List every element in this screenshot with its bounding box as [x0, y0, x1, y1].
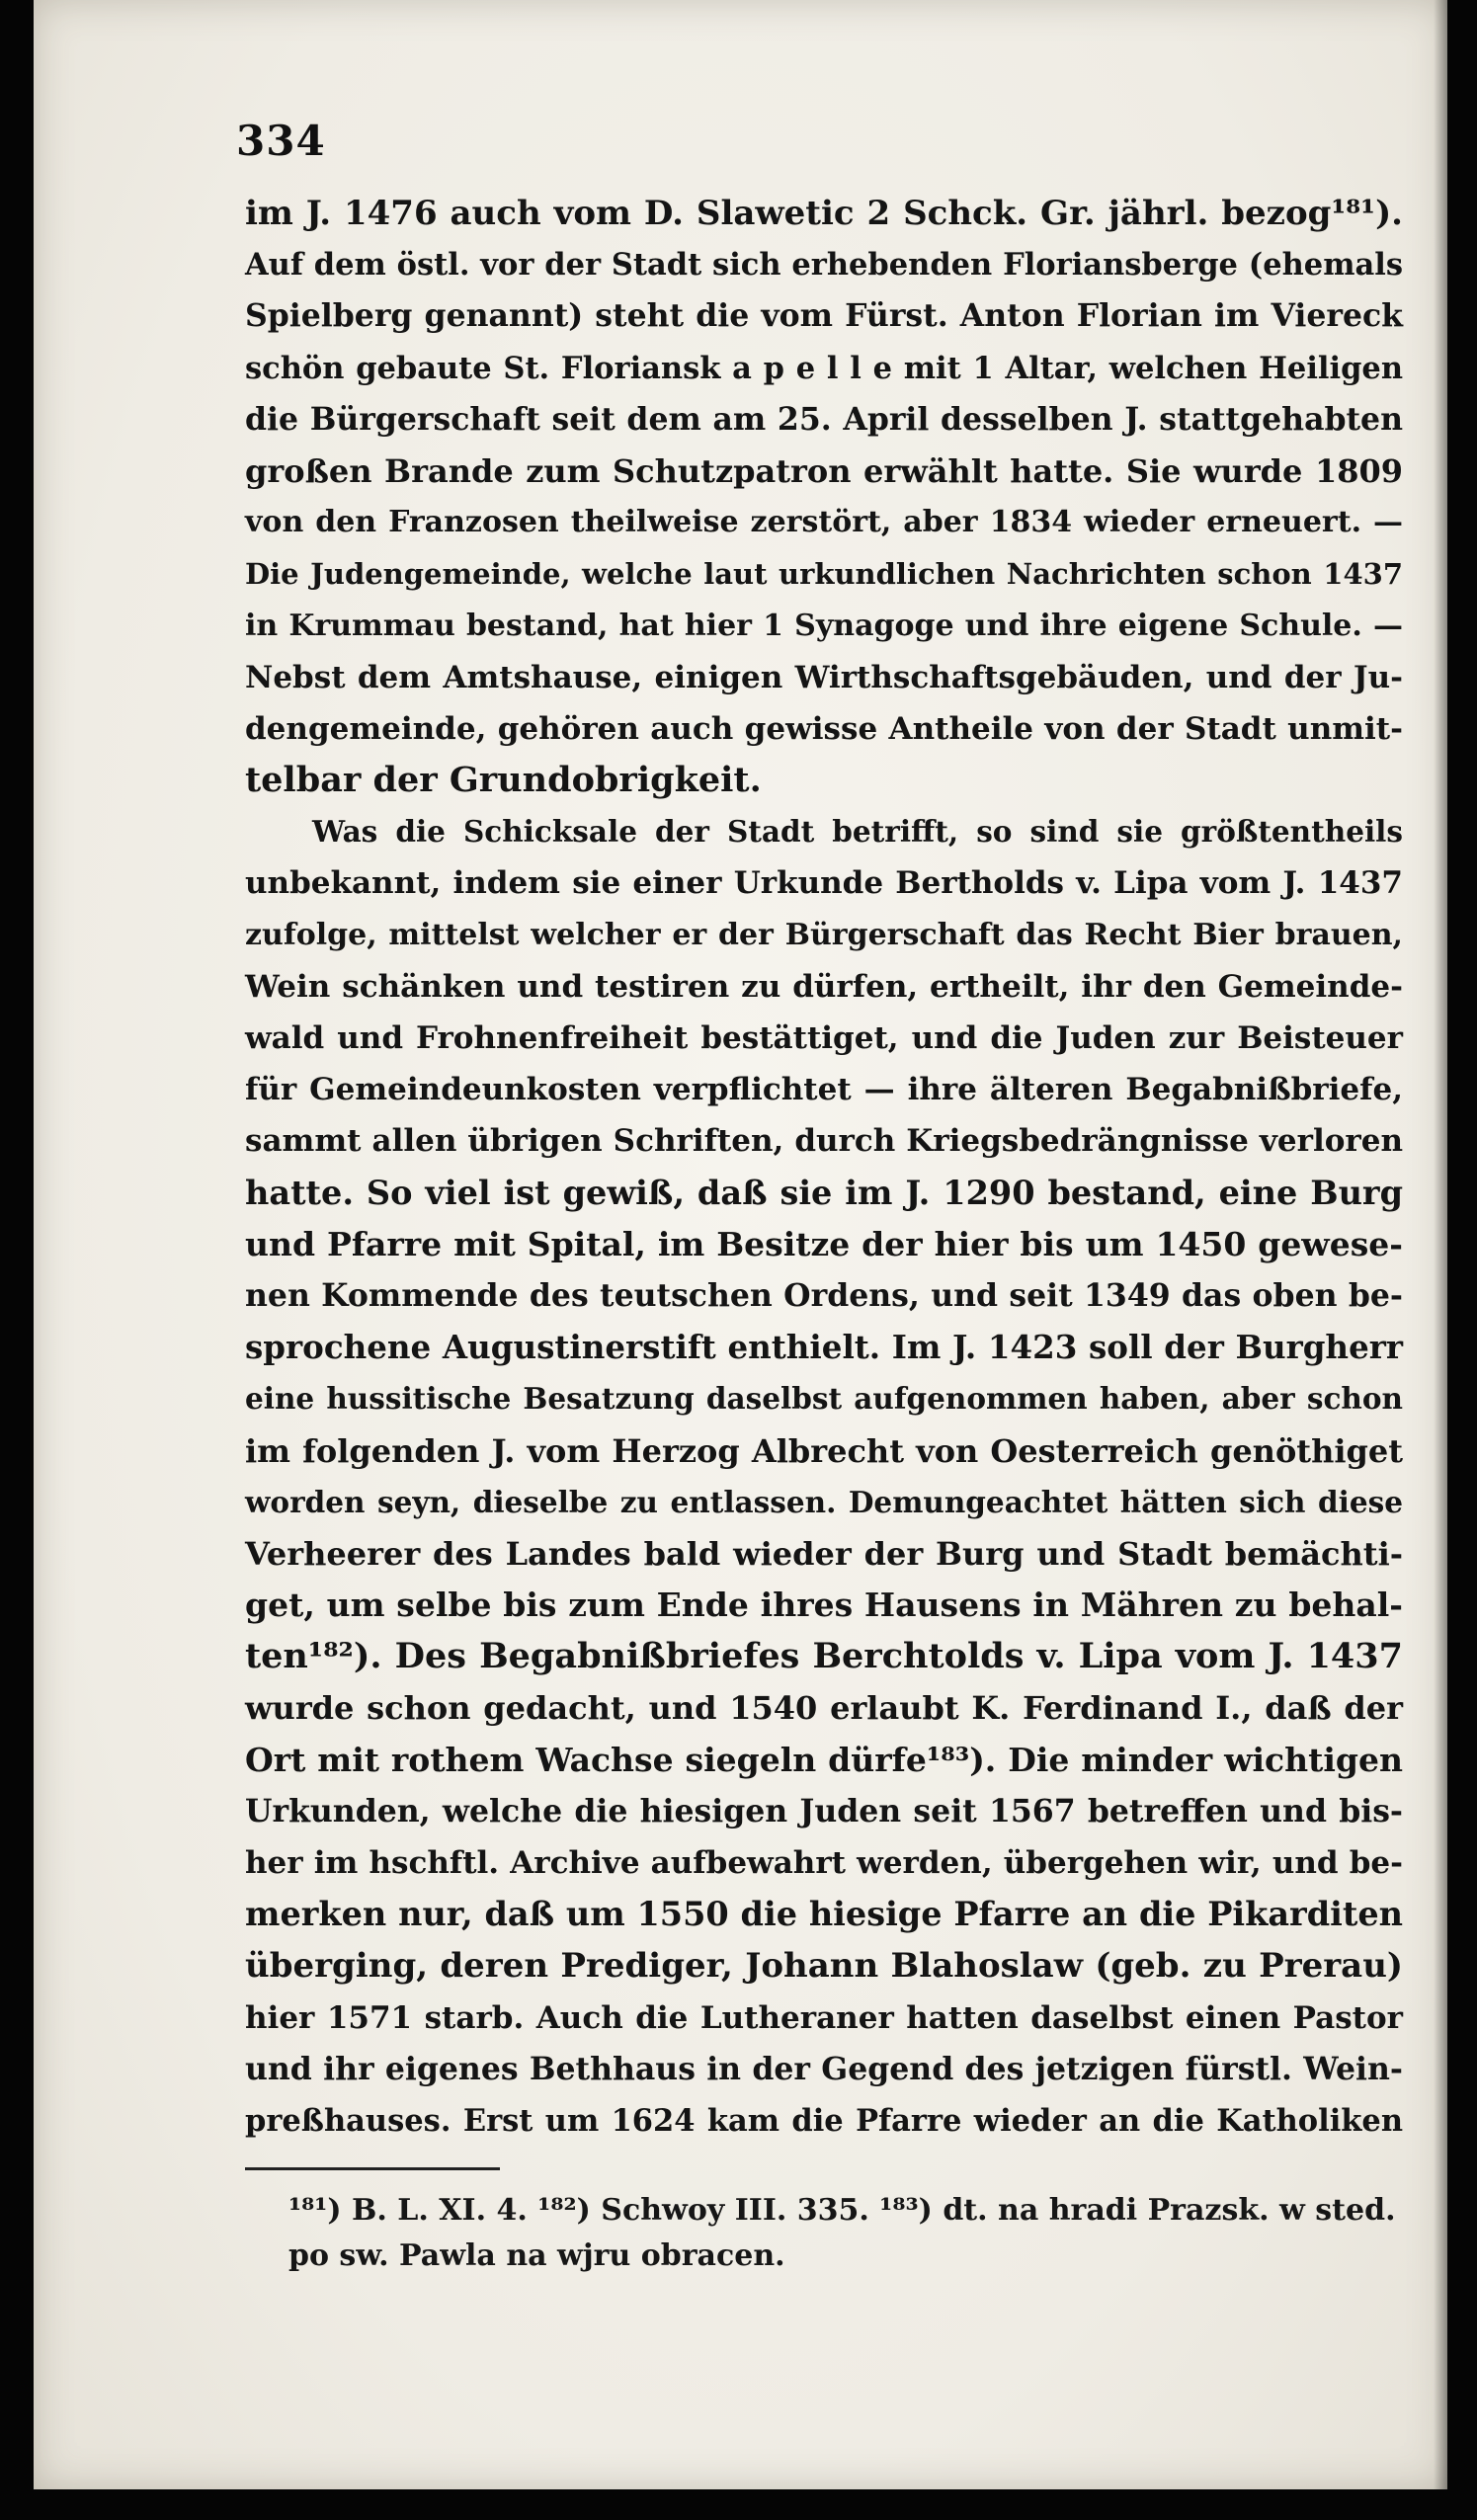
- text-line: dengemeinde, gehören auch gewisse Antheile von der Stadt unmit-: [245, 710, 1403, 747]
- paragraph-start-line: Was die Schicksale der Stadt betrifft, so sind sie größtentheils: [312, 814, 1403, 850]
- text-line: eine hussitische Besatzung daselbst aufgenommen haben, aber schon: [245, 1381, 1403, 1417]
- text-line: Die Judengemeinde, welche laut urkundlichen Nachrichten schon 1437: [245, 557, 1403, 592]
- text-line: get, um selbe bis zum Ende ihres Hausens in Mähren zu behal-: [245, 1585, 1403, 1625]
- book-page: [34, 0, 1447, 2489]
- text-line: Auf dem östl. vor der Stadt sich erhebenden Floriansberge (ehemals: [245, 247, 1403, 284]
- text-line: schön gebaute St. Floriansk a p e l l e mit 1 Altar, welchen Heiligen: [245, 350, 1403, 386]
- footnote-line: ¹⁸¹) B. L. XI. 4. ¹⁸²) Schwoy III. 335. ¹⁸³) dt. na hradi Prazsk. w sted.: [288, 2193, 1396, 2228]
- text-line: sammt allen übrigen Schriften, durch Kriegsbedrängnisse verloren: [245, 1123, 1403, 1160]
- text-line: überging, deren Prediger, Johann Blahoslaw (geb. zu Prerau): [245, 1946, 1403, 1987]
- page-number: 334: [236, 117, 326, 165]
- footnotes: [288, 2188, 1403, 2279]
- text-line: telbar der Grundobrigkeit.: [245, 760, 762, 801]
- main-text: [245, 188, 1403, 2147]
- text-line: im folgenden J. vom Herzog Albrecht von Oesterreich genöthiget: [245, 1431, 1403, 1470]
- text-line: und Pfarre mit Spital, im Besitze der hier bis um 1450 gewese-: [245, 1224, 1403, 1263]
- text-line: Ort mit rothem Wachse siegeln dürfe¹⁸³). Die minder wichtigen: [245, 1740, 1403, 1779]
- text-line: die Bürgerschaft seit dem am 25. April desselben J. stattgehabten: [245, 400, 1403, 438]
- text-line: Urkunden, welche die hiesigen Juden seit 1567 betreffen und bis-: [245, 1792, 1403, 1829]
- text-line: und ihr eigenes Bethhaus in der Gegend des jetzigen fürstl. Wein-: [245, 2050, 1403, 2087]
- text-line: Spielberg genannt) steht die vom Fürst. Anton Florian im Viereck: [245, 297, 1403, 335]
- text-line: wurde schon gedacht, und 1540 erlaubt K. Ferdinand I., daß der: [245, 1689, 1403, 1728]
- text-line: im J. 1476 auch vom D. Slawetic 2 Schck. Gr. jährl. bezog¹⁸¹).: [245, 194, 1403, 233]
- text-line: Nebst dem Amtshause, einigen Wirthschaftsgebäuden, und der Ju-: [245, 659, 1403, 695]
- text-line: hatte. So viel ist gewiß, daß sie im J. 1290 bestand, eine Burg: [245, 1173, 1403, 1212]
- footnote-divider: [245, 2167, 500, 2170]
- text-line: zufolge, mittelst welcher er der Bürgerschaft das Recht Bier brauen,: [245, 917, 1403, 952]
- text-line: preßhauses. Erst um 1624 kam die Pfarre wieder an die Katholiken: [245, 2102, 1403, 2139]
- page-edge-shadow: [1434, 0, 1447, 2489]
- text-line: für Gemeindeunkosten verpflichtet — ihre älteren Begabnißbriefe,: [245, 1072, 1403, 1108]
- text-line: her im hschftl. Archive aufbewahrt werden, übergehen wir, und be-: [245, 1845, 1403, 1881]
- text-line: hier 1571 starb. Auch die Lutheraner hatten daselbst einen Pastor: [245, 1999, 1403, 2036]
- text-line: sprochene Augustinerstift enthielt. Im J. 1423 soll der Burgherr: [245, 1328, 1403, 1367]
- text-line: von den Franzosen theilweise zerstört, aber 1834 wieder erneuert. —: [245, 505, 1403, 540]
- text-line: worden seyn, dieselbe zu entlassen. Demungeachtet hätten sich diese: [245, 1484, 1403, 1519]
- text-line: in Krummau bestand, hat hier 1 Synagoge und ihre eigene Schule. —: [245, 608, 1403, 643]
- footnote-line: po sw. Pawla na wjru obracen.: [288, 2238, 785, 2273]
- text-line: ten¹⁸²). Des Begabnißbriefes Berchtolds v. Lipa vom J. 1437: [245, 1636, 1403, 1677]
- text-line: merken nur, daß um 1550 die hiesige Pfarre an die Pikarditen: [245, 1895, 1403, 1934]
- text-line: nen Kommende des teutschen Ordens, und seit 1349 das oben be-: [245, 1276, 1403, 1314]
- text-line: großen Brande zum Schutzpatron erwählt hatte. Sie wurde 1809: [245, 451, 1403, 490]
- text-line: Verheerer des Landes bald wieder der Burg und Stadt bemächti-: [245, 1534, 1403, 1573]
- text-line: unbekannt, indem sie einer Urkunde Bertholds v. Lipa vom J. 1437: [245, 865, 1403, 902]
- text-line: wald und Frohnenfreiheit bestättiget, und die Juden zur Beisteuer: [245, 1020, 1403, 1056]
- text-line: Wein schänken und testiren zu dürfen, ertheilt, ihr den Gemeinde-: [245, 968, 1403, 1005]
